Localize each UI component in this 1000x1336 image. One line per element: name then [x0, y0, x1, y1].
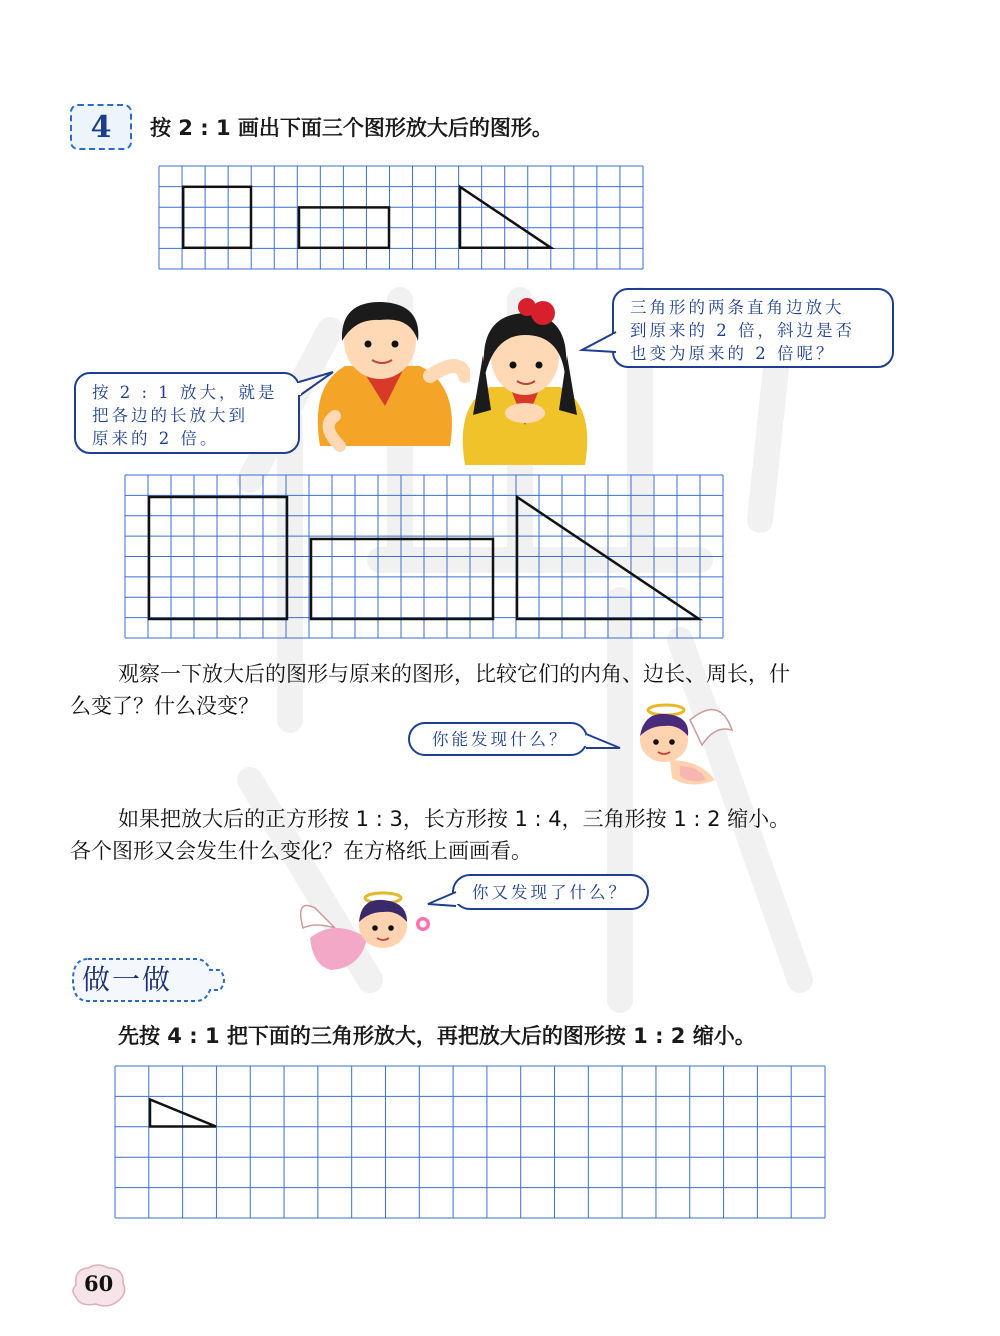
angel-illustration-2 — [295, 888, 440, 978]
angel-speech-bubble-2 — [452, 874, 649, 910]
grid-lines — [125, 475, 723, 638]
boy-bubble-tail — [297, 368, 337, 398]
angel-illustration-1 — [620, 700, 740, 800]
boy-bubble-line-2: 把各边的长放大到 — [92, 406, 248, 425]
small-square — [183, 187, 251, 248]
angel-bubble-1-tail — [584, 730, 624, 754]
grid-lines — [115, 1066, 825, 1218]
boy-speech-bubble — [74, 372, 300, 454]
enlarged-rectangle — [311, 539, 493, 619]
small-triangle — [460, 187, 551, 248]
grid-original-shapes — [159, 166, 645, 272]
girl-speech-bubble — [612, 288, 894, 368]
girl-bubble-line-3: 也变为原来的 2 倍呢？ — [630, 344, 836, 363]
shrink-paragraph-line-1: 如果把放大后的正方形按 1 : 3，长方形按 1 : 4，三角形按 1 : 2 缩小。 — [118, 807, 791, 831]
girl-bubble-line-1: 三角形的两条直角边放大 — [630, 298, 845, 317]
grid-practice — [115, 1066, 827, 1220]
observe-paragraph-line-1: 观察一下放大后的图形与原来的图形，比较它们的内角、边长、周长，什 — [118, 662, 790, 686]
problem-number: 4 — [90, 109, 112, 145]
grid-lines — [159, 166, 643, 269]
practice-label: 做一做 — [82, 963, 173, 996]
girl-bubble-line-2: 到原来的 2 倍，斜边是否 — [630, 321, 855, 340]
girl-illustration — [455, 295, 595, 470]
girl-bubble-tail — [578, 328, 618, 358]
shrink-paragraph-line-2: 各个图形又会发生什么变化？在方格纸上画画看。 — [70, 839, 532, 863]
angel-bubble-1-text: 你能发现什么？ — [432, 730, 569, 749]
observe-paragraph-line-2: 么变了？什么没变？ — [70, 694, 259, 718]
boy-bubble-line-1: 按 2 : 1 放大，就是 — [92, 383, 278, 402]
angel-bubble-2-text: 你又发现了什么？ — [472, 883, 628, 902]
boy-bubble-line-3: 原来的 2 倍。 — [92, 429, 220, 448]
practice-instruction: 先按 4 : 1 把下面的三角形放大，再把放大后的图形按 1 : 2 缩小。 — [118, 1024, 756, 1048]
page-number: 60 — [84, 1271, 114, 1296]
angel-speech-bubble-1 — [408, 722, 588, 756]
angel-bubble-2-tail — [426, 890, 458, 914]
grid-enlarged-shapes — [125, 475, 725, 641]
problem-instruction: 按 2 : 1 画出下面三个图形放大后的图形。 — [150, 116, 553, 140]
problem-number-badge — [70, 104, 132, 150]
